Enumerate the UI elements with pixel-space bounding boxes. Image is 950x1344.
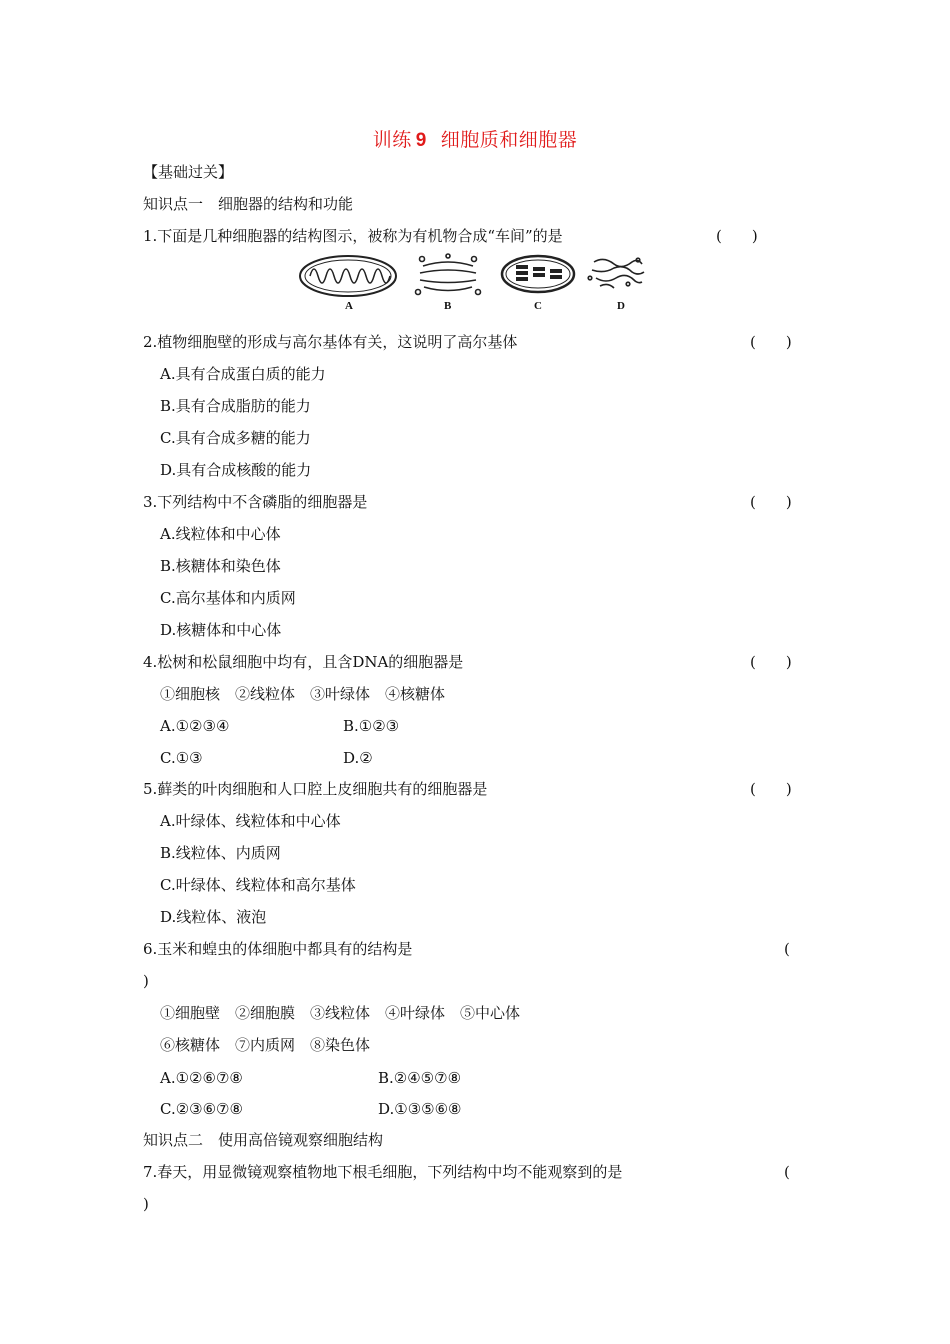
question-3-option-d: D.核糖体和中心体 bbox=[160, 621, 282, 639]
question-5-option-b: B.线粒体、内质网 bbox=[160, 844, 281, 862]
figure-label-d: D bbox=[617, 300, 625, 312]
question-5-option-d: D.线粒体、液泡 bbox=[160, 908, 267, 926]
question-2-option-c: C.具有合成多糖的能力 bbox=[160, 429, 311, 447]
question-7-paren-close: ) bbox=[143, 1195, 149, 1213]
question-6-items-row-2: ⑥核糖体 ⑦内质网 ⑧染色体 bbox=[160, 1036, 371, 1054]
question-7-paren-open: ( bbox=[784, 1163, 790, 1181]
question-2-option-a: A.具有合成蛋白质的能力 bbox=[160, 365, 326, 383]
question-2-answer-paren: ( ) bbox=[750, 333, 792, 351]
mitochondrion-diagram bbox=[300, 256, 396, 296]
question-6-paren-open: ( bbox=[784, 940, 790, 958]
golgi-diagram bbox=[416, 254, 481, 295]
title-topic: 细胞质和细胞器 bbox=[440, 129, 578, 151]
question-5-option-c: C.叶绿体、线粒体和高尔基体 bbox=[160, 876, 356, 894]
question-2-option-b: B.具有合成脂肪的能力 bbox=[160, 397, 311, 415]
question-3-option-a: A.线粒体和中心体 bbox=[160, 525, 281, 543]
question-6-paren-close: ) bbox=[143, 972, 149, 990]
question-4-items: ①细胞核 ②线粒体 ③叶绿体 ④核糖体 bbox=[160, 685, 446, 703]
question-2-stem: 2.植物细胞壁的形成与高尔基体有关，这说明了高尔基体 bbox=[143, 333, 518, 351]
page-title bbox=[0, 125, 950, 152]
question-1-stem: 1.下面是几种细胞器的结构图示，被称为有机物合成“车间”的是 bbox=[143, 227, 563, 245]
question-6-items-row-1: ①细胞壁 ②细胞膜 ③线粒体 ④叶绿体 ⑤中心体 bbox=[160, 1004, 521, 1022]
question-3-option-c: C.高尔基体和内质网 bbox=[160, 589, 296, 607]
question-3-answer-paren: ( ) bbox=[750, 493, 792, 511]
question-5-option-a: A.叶绿体、线粒体和中心体 bbox=[160, 812, 341, 830]
question-5-stem: 5.藓类的叶肉细胞和人口腔上皮细胞共有的细胞器是 bbox=[143, 780, 488, 798]
question-3-stem: 3.下列结构中不含磷脂的细胞器是 bbox=[143, 493, 368, 511]
question-4-answer-paren: ( ) bbox=[750, 653, 792, 671]
question-6-option-a: A.①②⑥⑦⑧ bbox=[160, 1069, 243, 1087]
title-number: 9 bbox=[415, 130, 427, 151]
question-3-option-b: B.核糖体和染色体 bbox=[160, 557, 281, 575]
title-prefix: 训练 bbox=[372, 129, 412, 151]
question-1-answer-paren: ( ) bbox=[716, 227, 758, 245]
er-diagram bbox=[588, 258, 644, 288]
question-6-stem: 6.玉米和蝗虫的体细胞中都具有的结构是 bbox=[143, 940, 413, 958]
figure-label-b: B bbox=[444, 300, 452, 312]
question-4-option-b: B.①②③ bbox=[343, 717, 400, 735]
knowledge-point-2: 知识点二 使用高倍镜观察细胞结构 bbox=[143, 1131, 384, 1149]
question-4-option-c: C.①③ bbox=[160, 749, 203, 767]
question-6-option-d: D.①③⑤⑥⑧ bbox=[378, 1100, 462, 1118]
question-6-option-b: B.②④⑤⑦⑧ bbox=[378, 1069, 462, 1087]
question-6-option-c: C.②③⑥⑦⑧ bbox=[160, 1100, 243, 1118]
question-4-stem: 4.松树和松鼠细胞中均有，且含DNA的细胞器是 bbox=[143, 653, 464, 671]
question-7-stem: 7.春天，用显微镜观察植物地下根毛细胞，下列结构中均不能观察到的是 bbox=[143, 1163, 623, 1181]
figure-label-c: C bbox=[534, 300, 542, 312]
chloroplast-diagram bbox=[502, 256, 574, 292]
question-2-option-d: D.具有合成核酸的能力 bbox=[160, 461, 312, 479]
question-5-answer-paren: ( ) bbox=[750, 780, 792, 798]
figure-label-a: A bbox=[345, 300, 353, 312]
knowledge-point-1: 知识点一 细胞器的结构和功能 bbox=[143, 195, 354, 213]
question-4-option-d: D.② bbox=[343, 749, 373, 767]
question-4-option-a: A.①②③④ bbox=[160, 717, 230, 735]
section-label: 【基础过关】 bbox=[143, 163, 234, 181]
